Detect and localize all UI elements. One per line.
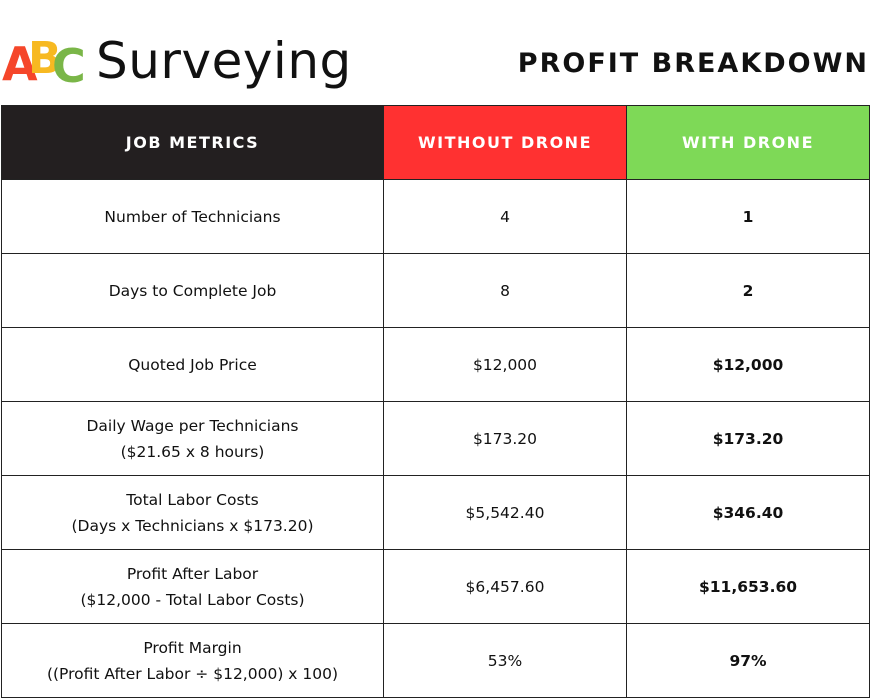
metric-label-cell [2,254,384,328]
page-header [0,0,881,104]
header-without-drone: WITHOUT DRONE [384,106,627,180]
header-with-drone: WITH DRONE [627,106,870,180]
table-row [2,328,870,402]
without-drone-value: 53% [384,624,627,698]
metric-label: Profit Margin [143,638,242,657]
table-body [2,180,870,698]
with-drone-value: 2 [627,254,870,328]
metric-formula: ($12,000 - Total Labor Costs) [80,590,305,609]
metric-label: Days to Complete Job [108,281,277,300]
with-drone-value: $173.20 [627,402,870,476]
table-header-row [2,106,870,180]
with-drone-value: 1 [627,180,870,254]
table-row [2,624,870,698]
brand-name: Surveying [96,32,352,90]
header-job-metrics: JOB METRICS [2,106,384,180]
metric-label-cell [2,328,384,402]
table-row [2,254,870,328]
with-drone-value: 97% [627,624,870,698]
without-drone-value: 8 [384,254,627,328]
metric-label-cell [2,624,384,698]
logo-letter-b: B [28,33,62,84]
metric-formula: (Days x Technicians x $173.20) [71,516,314,535]
without-drone-value: $173.20 [384,402,627,476]
metric-label: Profit After Labor [126,564,259,583]
metric-label: Quoted Job Price [128,355,257,374]
logo-mark [0,31,92,91]
without-drone-value: 4 [384,180,627,254]
metric-label: Number of Technicians [104,207,281,226]
metric-label-cell [2,402,384,476]
without-drone-value: $6,457.60 [384,550,627,624]
without-drone-value: $5,542.40 [384,476,627,550]
table-row [2,402,870,476]
metric-label: Total Labor Costs [126,490,259,509]
table-row [2,476,870,550]
with-drone-value: $11,653.60 [627,550,870,624]
with-drone-value: $346.40 [627,476,870,550]
logo-letter-a: A [2,37,38,91]
metric-label-cell [2,476,384,550]
metric-label: Daily Wage per Technicians [86,416,299,435]
table-row [2,550,870,624]
metric-label-cell [2,180,384,254]
metric-label-cell [2,550,384,624]
profit-table [1,105,870,698]
logo-letter-c: C [52,39,86,93]
with-drone-value: $12,000 [627,328,870,402]
table-row [2,180,870,254]
without-drone-value: $12,000 [384,328,627,402]
brand-logo [0,28,352,94]
page-title: PROFIT BREAKDOWN [517,48,869,79]
metric-formula: ($21.65 x 8 hours) [120,442,265,461]
metric-formula: ((Profit After Labor ÷ $12,000) x 100) [46,664,339,683]
